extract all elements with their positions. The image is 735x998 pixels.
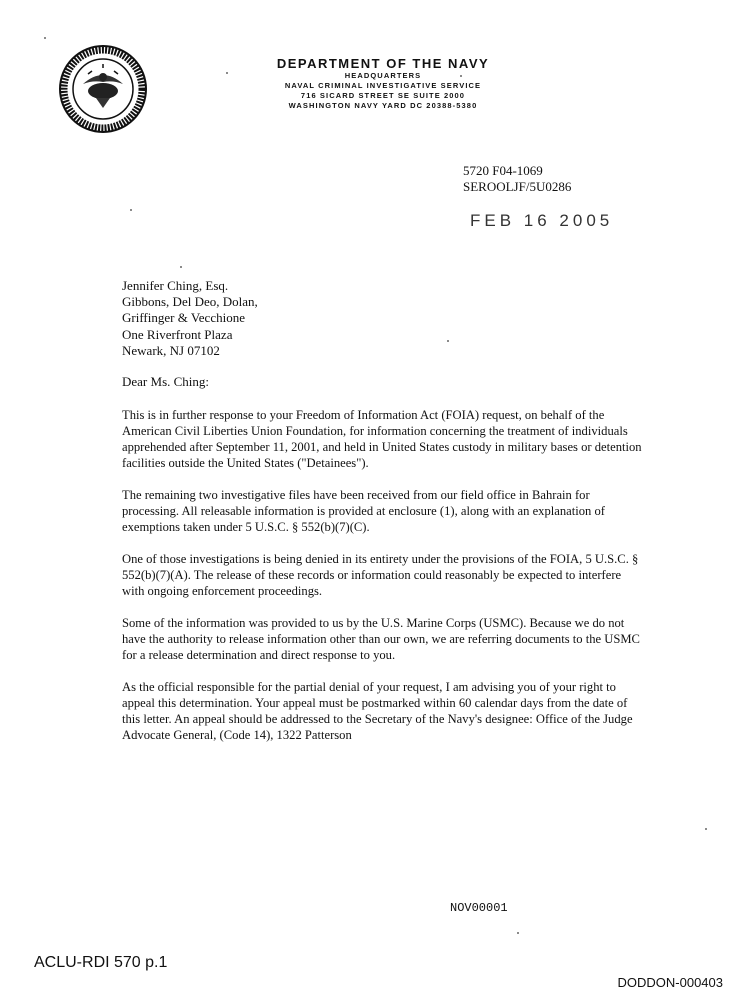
scan-speck [226,72,228,74]
date-stamp: FEB 16 2005 [470,211,614,230]
salutation: Dear Ms. Ching: [122,374,210,389]
seal-emblem-icon [58,44,148,134]
headquarters-line: HEADQUARTERS [344,71,422,80]
letter-body [122,407,642,759]
aclu-page-label: ACLU-RDI 570 p.1 [34,954,168,971]
doddon-number: DODDON-000403 [617,975,723,990]
addressee-line: One Riverfront Plaza [122,326,233,342]
scan-speck [705,828,707,830]
letterhead [258,56,508,111]
body-paragraph: This is in further response to your Freedom of Information Act (FOIA) request, on behalf of the American Civil Liberties Union Foundation, for information concerning the treatment of individuals apprehended after September 11, 2001, and held in United States custody in military bases or detention facilities outside the United States ("Detainees"). [122,408,642,470]
street-line: 716 SICARD STREET SE SUITE 2000 [300,91,466,100]
addressee-block [122,278,258,359]
addressee-line: Newark, NJ 07102 [122,342,220,358]
scan-speck [517,932,519,934]
dod-seal [58,44,148,134]
scan-speck [460,75,462,77]
service-line: NAVAL CRIMINAL INVESTIGATIVE SERVICE [284,81,482,90]
body-paragraph: Some of the information was provided to us by the U.S. Marine Corps (USMC). Because we do not have the authority to release information other than our own, we are referring documents to the USMC for a release determination and direct response to you. [122,616,640,662]
body-paragraph: The remaining two investigative files have been received from our field office in Bahrain for processing. All releasable information is provided at enclosure (1), along with an explanation of exemptions taken under 5 U.S.C. § 552(b)(7)(C). [122,488,605,534]
scan-speck [44,37,46,39]
scan-speck [447,340,449,342]
scan-speck [180,266,182,268]
addressee-line: Gibbons, Del Deo, Dolan, [122,294,258,310]
addressee-line: Jennifer Ching, Esq. [122,278,229,293]
body-paragraph: One of those investigations is being denied in its entirety under the provisions of the FOIA, 5 U.S.C. § 552(b)(7)(A). The release of these records or information could reasonably be expected to interfere with ongoing enforcement proceedings. [122,552,639,598]
body-paragraph: As the official responsible for the partial denial of your request, I am advising you of your right to appeal this determination. Your appeal must be postmarked within 60 calendar days from the date of this letter. An appeal should be addressed to the Secretary of the Navy's designee: Office of the Judge Advocate General, (Code 14), 1322 Patterson [122,680,633,742]
addressee-line: Griffinger & Vecchione [122,310,245,326]
department-name: DEPARTMENT OF THE NAVY [276,56,490,71]
bates-number-nov: NOV00001 [450,901,508,915]
scan-speck [130,209,132,211]
reference-line-2: SEROOLJF/5U0286 [463,179,572,194]
reference-block [463,163,571,195]
reference-line-1: 5720 F04-1069 [463,163,543,178]
city-line: WASHINGTON NAVY YARD DC 20388-5380 [288,101,478,110]
